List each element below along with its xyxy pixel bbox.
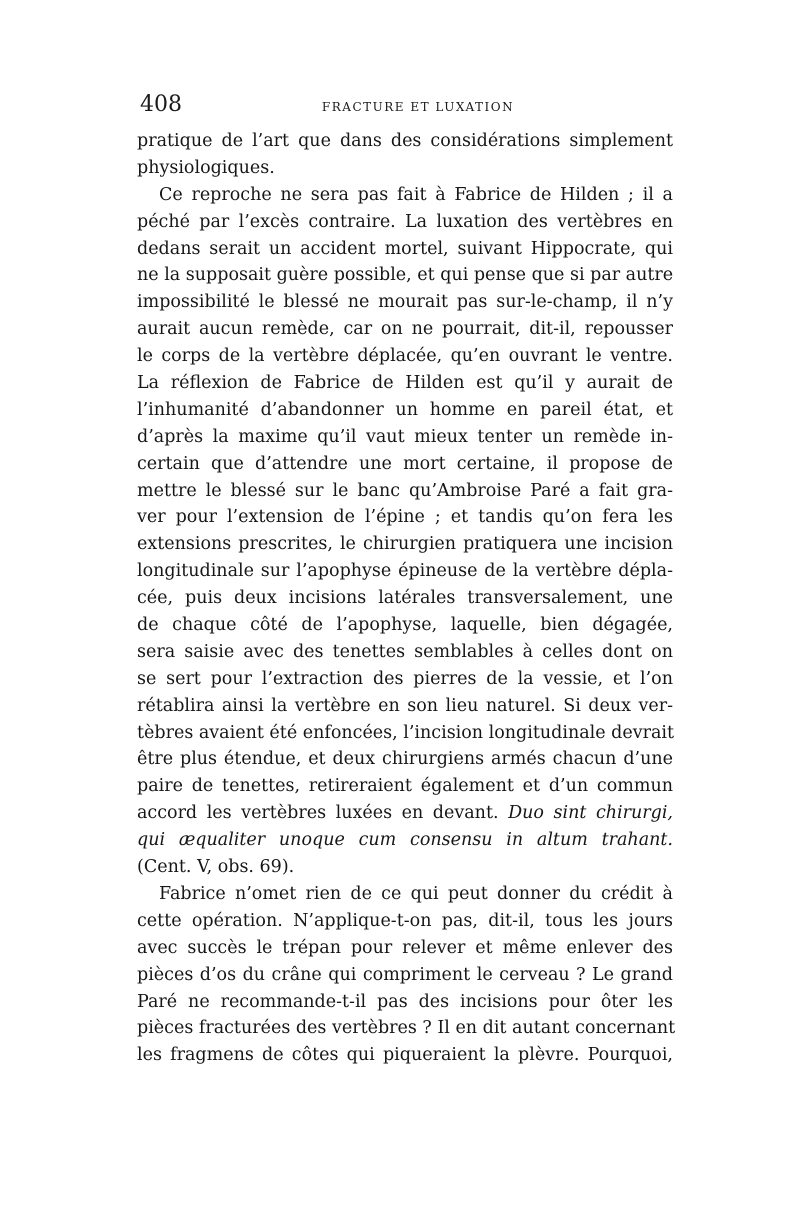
text-line: péché par l’excès contraire. La luxation des vertèbres en <box>137 211 673 232</box>
text-line: certain que d’attendre une mort certaine, il propose de <box>137 453 673 474</box>
text-line: l’inhumanité d’abandonner un homme en pareil état, et <box>137 399 673 420</box>
text-line: Ce reproche ne sera pas fait à Fabrice de Hilden ; il a <box>159 184 673 205</box>
text-line: se sert pour l’extraction des pierres de la vessie, et l’on <box>137 668 673 689</box>
text-line: extensions prescrites, le chirurgien pratiquera une incision <box>137 534 673 555</box>
text-line: pratique de l’art que dans des considérations simplement <box>137 131 673 151</box>
text-line: impossibilité le blessé ne mourait pas sur-le-champ, il n’y <box>137 292 673 313</box>
text-line: les fragmens de côtes qui piqueraient la plèvre. Pourquoi, <box>137 1045 673 1066</box>
latin-quote: Duo sint chirurgi, <box>508 803 673 824</box>
text-segment: accord les vertèbres luxées en devant. <box>137 803 499 824</box>
text-line: Paré ne recommande-t-il pas des incisions pour ôter les <box>137 991 673 1012</box>
text-line: La réflexion de Fabrice de Hilden est qu’il y aurait de <box>137 373 673 394</box>
running-head <box>138 92 698 122</box>
text-line-with-latin <box>137 800 673 827</box>
text-line: être plus étendue, et deux chirurgiens armés chacun d’une <box>137 749 673 770</box>
text-line: cée, puis deux incisions latérales transversalement, une <box>137 588 673 609</box>
text-line: aurait aucun remède, car on ne pourrait, dit-il, repousser <box>137 319 673 340</box>
page-number: 408 <box>140 92 182 117</box>
text-line: tèbres avaient été enfoncées, l’incision longitudinale devrait <box>137 722 675 743</box>
text-line: physiologiques. <box>137 157 275 178</box>
text-line: ne la supposait guère possible, et qui pense que si par autre <box>137 265 674 286</box>
text-line: cette opération. N’applique-t-on pas, dit-il, tous les jours <box>137 910 673 931</box>
latin-quote: qui æqualiter unoque cum consensu in altum trahant. <box>137 830 673 851</box>
text-line: ver pour l’extension de l’épine ; et tandis qu’on fera les <box>137 507 673 528</box>
text-line: Fabrice n’omet rien de ce qui peut donner du crédit à <box>159 883 673 904</box>
text-line: paire de tenettes, retireraient également et d’un commun <box>137 776 673 797</box>
text-line: pièces d’os du crâne qui compriment le cerveau ? Le grand <box>137 964 673 985</box>
text-line: rétablira ainsi la vertèbre en son lieu naturel. Si deux ver- <box>137 695 673 716</box>
text-line: de chaque côté de l’apophyse, laquelle, bien dégagée, <box>137 615 673 636</box>
text-line: d’après la maxime qu’il vaut mieux tenter un remède in- <box>137 426 673 447</box>
citation-line: (Cent. V, obs. 69). <box>137 857 295 878</box>
latin-quote-line <box>137 827 673 854</box>
text-line: dedans serait un accident mortel, suivant Hippocrate, qui <box>137 238 673 259</box>
body-text <box>137 128 676 1069</box>
text-line: longitudinale sur l’apophyse épineuse de la vertèbre dépla- <box>137 561 673 582</box>
text-line: avec succès le trépan pour relever et même enlever des <box>137 937 673 958</box>
text-line: sera saisie avec des tenettes semblables à celles dont on <box>137 641 673 662</box>
text-line: le corps de la vertèbre déplacée, qu’en ouvrant le ventre. <box>137 346 673 367</box>
running-title: FRACTURE ET LUXATION <box>321 100 515 114</box>
text-line: pièces fracturées des vertèbres ? Il en dit autant concernant <box>137 1018 676 1039</box>
text-line: mettre le blessé sur le banc qu’Ambroise Paré a fait gra- <box>137 480 673 501</box>
